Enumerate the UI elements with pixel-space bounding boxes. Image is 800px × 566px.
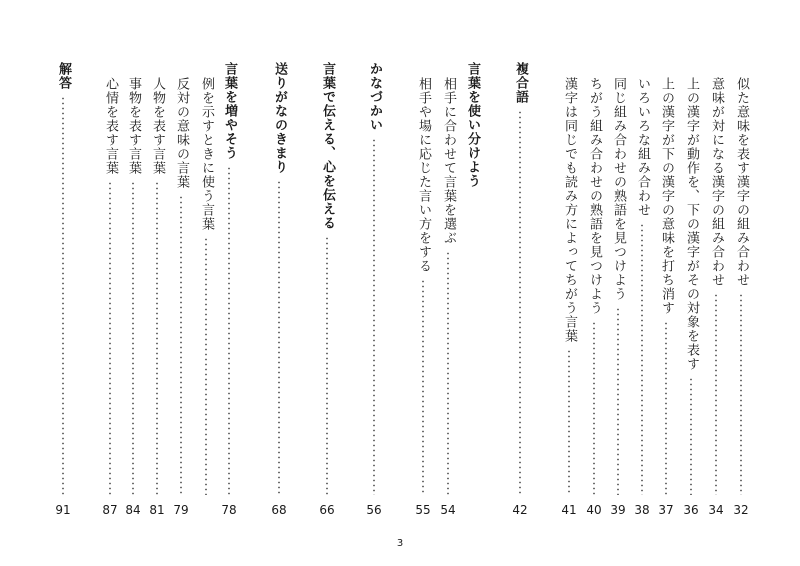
toc-entry-page: 78 [221, 503, 237, 517]
toc-entry [631, 62, 653, 517]
toc-entry-title: 上の漢字が動作を、下の漢字がその対象を表す [684, 77, 699, 371]
leader-dots [373, 138, 375, 495]
leader-dots [205, 237, 207, 495]
toc-entry-page: 81 [149, 503, 165, 517]
toc-entry-title: 人物を表す言葉 [150, 77, 165, 175]
toc-entry-page: 55 [415, 503, 431, 517]
page-number: 3 [396, 538, 404, 549]
toc-entry [509, 62, 531, 517]
toc-entry-title: 相手や場に応じた言い方をする [416, 77, 431, 273]
toc-entry-page: 68 [271, 503, 287, 517]
leader-dots [62, 96, 64, 495]
toc-entry-page: 79 [173, 503, 189, 517]
toc-entry [52, 62, 74, 517]
toc-entry [558, 62, 580, 517]
toc-entry-title: 解答 [56, 62, 71, 90]
toc-entry [412, 62, 434, 517]
toc-entry [146, 62, 168, 517]
leader-dots [641, 223, 643, 495]
leader-dots [617, 307, 619, 495]
toc-entry-page: 56 [366, 503, 382, 517]
toc-entry-title: 似た意味を表す漢字の組み合わせ [734, 77, 749, 287]
leader-dots [740, 293, 742, 495]
leader-dots [447, 251, 449, 495]
toc-entry [99, 62, 121, 517]
toc-entry-title: 意味が対になる漢字の組み合わせ [709, 77, 724, 287]
leader-dots [665, 321, 667, 495]
toc-entry-title: 同じ組み合わせの熟語を見つけよう [611, 77, 626, 301]
leader-dots [568, 349, 570, 495]
toc-entry [461, 62, 483, 517]
toc-entry-page: 66 [319, 503, 335, 517]
leader-dots [109, 181, 111, 495]
toc-entry-title: 複合語 [513, 62, 528, 104]
toc-entry-page: 41 [561, 503, 577, 517]
leader-dots [422, 279, 424, 495]
toc-entry-title: いろいろな組み合わせ [635, 77, 650, 217]
toc-entry-title: 事物を表す言葉 [126, 77, 141, 175]
toc-entry [170, 62, 192, 517]
toc-entry-title: 相手に合わせて言葉を選ぶ [441, 77, 456, 245]
leader-dots [228, 166, 230, 495]
toc-entry [268, 62, 290, 517]
toc-entry [218, 62, 240, 517]
toc-entry-title: かなづかい [367, 62, 382, 132]
toc-entry-title: 送りがなのきまり [272, 62, 287, 174]
toc-entry-page: 91 [55, 503, 71, 517]
toc-entry-page: 87 [102, 503, 118, 517]
toc-entry-title: 反対の意味の言葉 [174, 77, 189, 189]
toc-entry [607, 62, 629, 517]
toc-entry-page: 39 [610, 503, 626, 517]
toc-entry [583, 62, 605, 517]
leader-dots [690, 377, 692, 495]
leader-dots [132, 181, 134, 495]
toc-entry-page: 34 [708, 503, 724, 517]
toc-entry-title: 言葉で伝える、心を伝える [320, 62, 335, 230]
toc-entry-title: 言葉を増やそう [222, 62, 237, 160]
toc-entry-title: 上の漢字が下の漢字の意味を打ち消す [659, 77, 674, 315]
toc-entry-page: 37 [658, 503, 674, 517]
toc-entry [363, 62, 385, 517]
toc-entry-title: 漢字は同じでも読み方によってちがう言葉 [562, 77, 577, 343]
leader-dots [180, 195, 182, 495]
toc-entry [195, 62, 217, 517]
toc-entry-page: 42 [512, 503, 528, 517]
toc-entry-page: 40 [586, 503, 602, 517]
toc-entry [705, 62, 727, 517]
toc-entry-page: 54 [440, 503, 456, 517]
leader-dots [156, 181, 158, 495]
toc-entry-title: 言葉を使い分けよう [465, 62, 480, 188]
toc-entry-page: 38 [634, 503, 650, 517]
toc-entry [437, 62, 459, 517]
toc-entry-page: 32 [733, 503, 749, 517]
toc-entry-title: ちがう組み合わせの熟語を見つけよう [587, 77, 602, 315]
leader-dots [715, 293, 717, 495]
leader-dots [519, 110, 521, 495]
toc-entry [680, 62, 702, 517]
toc-entry-page: 84 [125, 503, 141, 517]
toc-entry [730, 62, 752, 517]
toc-entry [655, 62, 677, 517]
toc-entry [122, 62, 144, 517]
toc-entry [316, 62, 338, 517]
toc-entry-title: 例を示すときに使う言葉 [199, 77, 214, 231]
toc-entry-page: 36 [683, 503, 699, 517]
toc-entry-title: 心情を表す言葉 [103, 77, 118, 175]
leader-dots [326, 236, 328, 495]
leader-dots [278, 180, 280, 495]
leader-dots [593, 321, 595, 495]
